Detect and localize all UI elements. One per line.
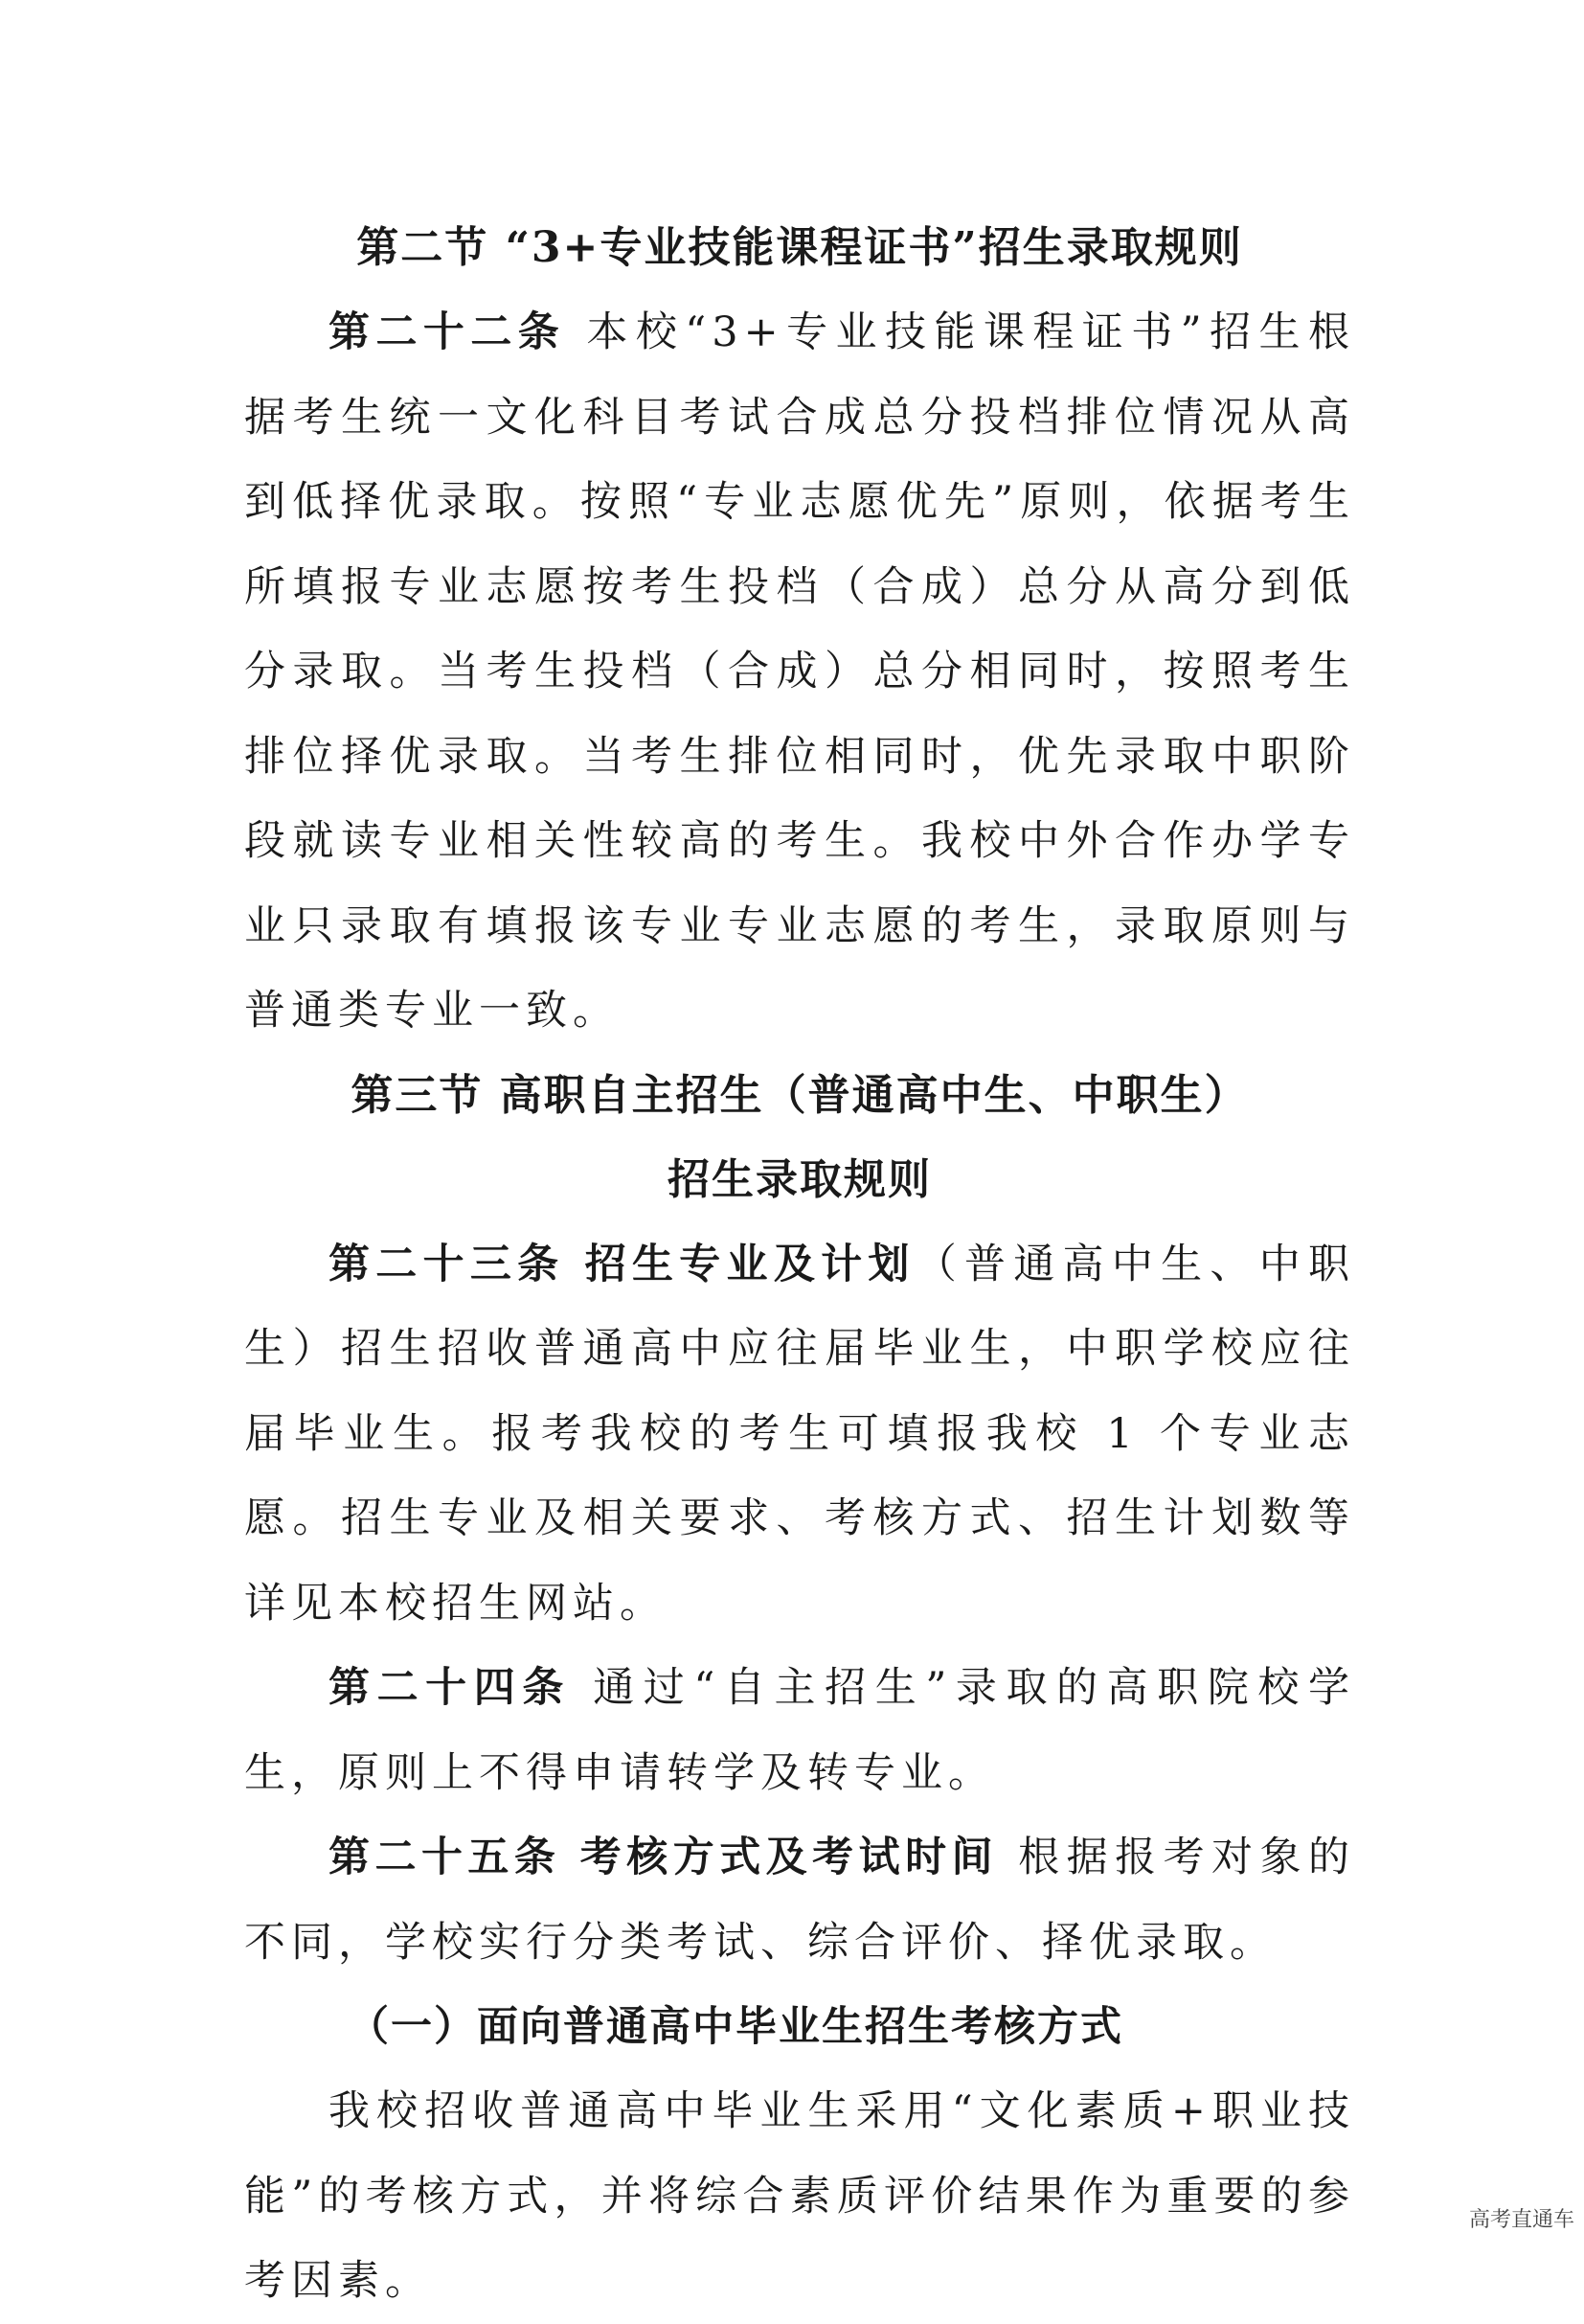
article-25-text: 根据报考对象的不同，学校实行分类考试、综合评价、择优录取。	[244, 1834, 1355, 1967]
article-25-title: 第二十五条 考核方式及考试时间	[328, 1834, 999, 1881]
article-25	[244, 1815, 1355, 1985]
article-24-title: 第二十四条	[328, 1664, 571, 1712]
subsection-1-text: 我校招收普通高中毕业生采用“文化素质+职业技能”的考核方式，并将综合素质评价结果作为重要的参考因素。	[244, 2087, 1355, 2305]
section3-heading-line2: 招生录取规则	[668, 1154, 932, 1204]
section3-heading-line1: 第三节 高职自主招生（普通高中生、中职生）	[351, 1070, 1249, 1120]
article-24-text: 通过“自主招生”录取的高职院校学生，原则上不得申请转学及转专业。	[244, 1664, 1356, 1797]
document-page	[244, 206, 1355, 2324]
article-22-title: 第二十二条	[328, 308, 566, 356]
article-23-text: （普通高中生、中职生）招生招收普通高中应往届毕业生，中职学校应往届毕业生。报考我校的考生可填报我校 1 个专业志愿。招生专业及相关要求、考核方式、招生计划数等详见本校招生网站。	[244, 1240, 1355, 1628]
watermark: 高考直通车	[1468, 2208, 1574, 2232]
article-24	[244, 1646, 1355, 1815]
section3-heading	[244, 1054, 1355, 1222]
article-22-text: 本校“3+专业技能课程证书”招生根据考生统一文化科目考试合成总分投档排位情况从高到低择优录取。按照“专业志愿优先”原则，依据考生所填报专业志愿按考生投档（合成）总分从高分到低分录取。当考生投档（合成）总分相同时，按照考生排位择优录取。当考生排位相同时，优先录取中职阶段就读专业相关性较高的考生。我校中外合作办学专业只录取有填报该专业专业志愿的考生，录取原则与普通类专业一致。	[244, 308, 1355, 1035]
section2-heading: 第二节 “3+专业技能课程证书”招生录取规则	[356, 223, 1243, 272]
subsection-1-heading: （一）面向普通高中毕业生招生考核方式	[348, 2003, 1123, 2051]
article-22	[244, 290, 1355, 1054]
article-23-title: 第二十三条 招生专业及计划	[328, 1240, 916, 1288]
article-23	[244, 1222, 1355, 1647]
